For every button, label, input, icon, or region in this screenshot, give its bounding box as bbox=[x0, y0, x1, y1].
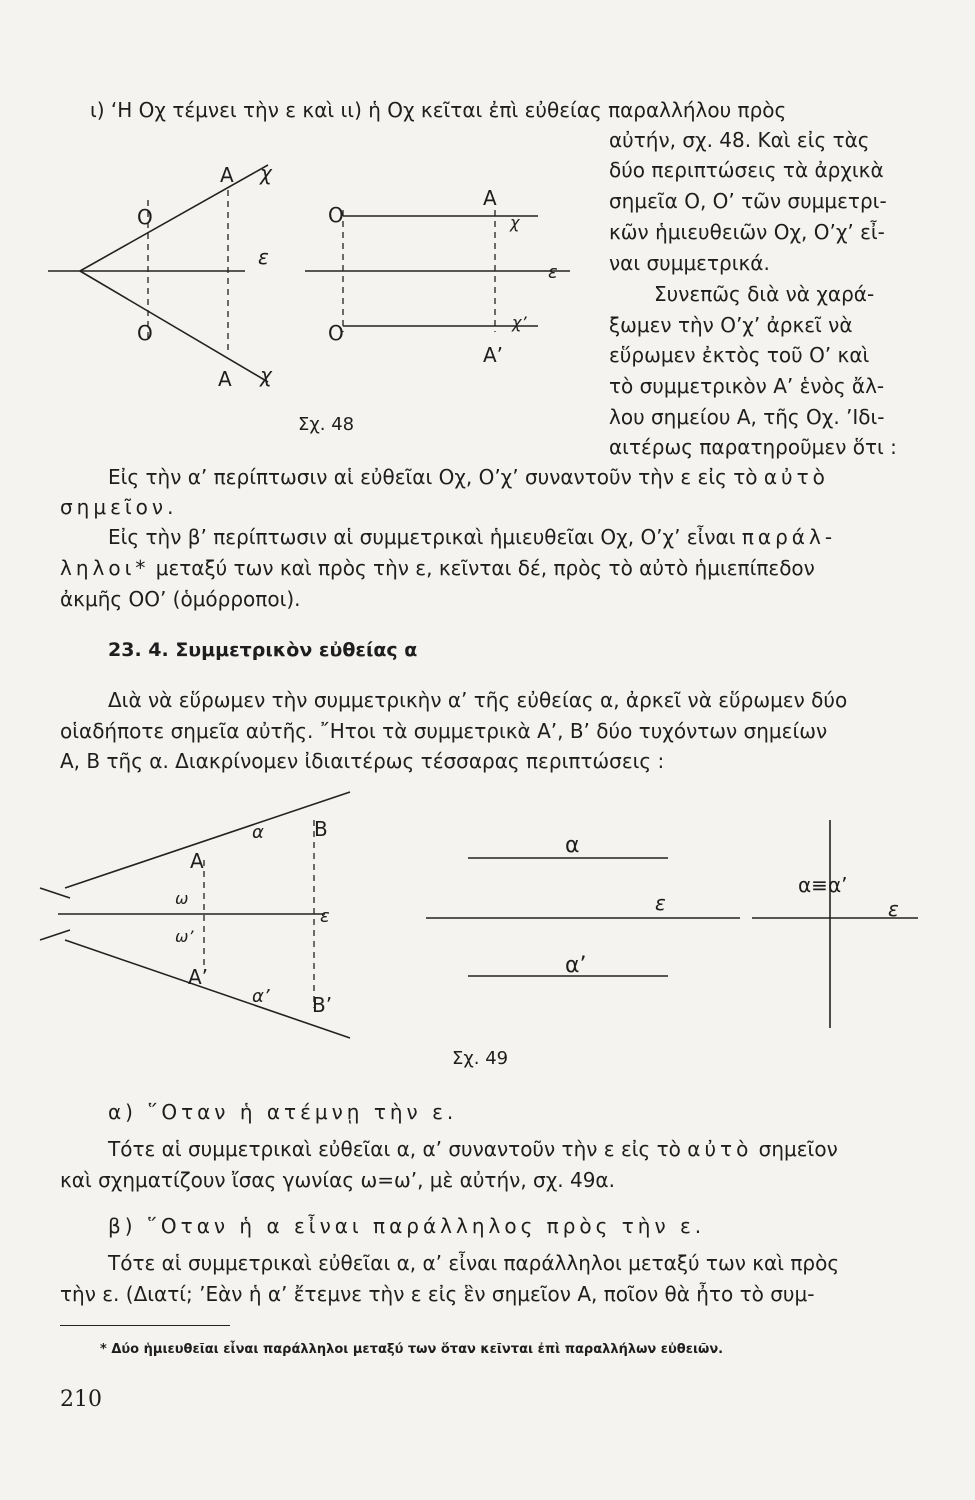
case-a-line1 bbox=[108, 1134, 838, 1164]
case-a-label: α) ῞Οταν ἡ ατέμνῃ τὴν ε. bbox=[108, 1100, 458, 1124]
fig49-label-alpha2: α’ bbox=[252, 986, 270, 1007]
case-a-emph: αὐτὸ bbox=[687, 1137, 753, 1161]
fig48-right-label-O2: Ο bbox=[328, 321, 344, 345]
text-line-r6: Συνεπῶς διὰ νὰ χαρά- bbox=[654, 282, 875, 306]
para3-line2: οἱαδήποτε σημεῖα αὐτῆς. ῎Ητοι τὰ συμμετρικὰ Α’, Β’ δύο τυχόντων σημείων bbox=[60, 719, 828, 743]
footnote: * Δύο ἡμιευθεῖαι εἶναι παράλληλοι μεταξύ των ὅταν κεῖνται ἐπὶ παραλλήλων εὐθειῶν. bbox=[100, 1342, 724, 1357]
para1-emph: αὐτὸ bbox=[763, 465, 829, 489]
fig49-label-A: Α bbox=[190, 849, 204, 873]
para2-emph2: ληλοι* bbox=[60, 556, 150, 580]
text-line-r9: τὸ συμμετρικὸν Α’ ἑνὸς ἄλ- bbox=[609, 374, 885, 398]
case-b-line2: τὴν ε. (Διατί; ’Εὰν ἡ α’ ἔτεμνε τὴν ε εἰς ἓν σημεῖον Α, ποῖον θὰ ἦτο τὸ συμ- bbox=[60, 1282, 815, 1306]
text-line-r8: εὕρωμεν ἐκτὸς τοῦ Ο’ καὶ bbox=[609, 343, 870, 367]
text-line-1: ι) ‘Η Οχ τέμνει τὴν ε καὶ ιι) ἡ Οχ κεῖται ἐπὶ εὐθείας παραλλήλου πρὸς bbox=[90, 98, 787, 122]
fig49-label-omega: ω bbox=[175, 889, 189, 908]
section-heading: 23. 4. Συμμετρικὸν εὐθείας α bbox=[108, 639, 418, 661]
fig49-mid-label-alpha: α bbox=[565, 833, 580, 858]
case-b-label: β) ῞Οταν ἡ α εἶναι παράλληλος πρὸς τὴν ε. bbox=[108, 1214, 706, 1238]
figure-48 bbox=[40, 150, 600, 440]
fig48-right-label-x: χ bbox=[510, 213, 520, 232]
para2-text: Εἰς τὴν β’ περίπτωσιν αἱ συμμετρικαὶ ἡμιευθεῖαι Οχ, Ο’χ’ εἶναι bbox=[108, 525, 736, 549]
fig48-right-label-A: Α bbox=[483, 186, 497, 210]
para1-line2: σημεῖον. bbox=[60, 495, 178, 519]
para1-text: Εἰς τὴν α’ περίπτωσιν αἱ εὐθεῖαι Οχ, Ο’χ’ συναντοῦν τὴν ε εἰς τὸ bbox=[108, 465, 758, 489]
fig48-label-O2: Ο bbox=[137, 321, 153, 345]
fig49-label-B: Β bbox=[314, 817, 328, 841]
text-line-r1: αὐτήν, σχ. 48. Καὶ εἰς τὰς bbox=[609, 128, 870, 152]
fig48-right-label-A2: Α’ bbox=[483, 343, 504, 367]
fig48-label-A2: Α bbox=[218, 367, 232, 391]
fig48-caption: Σχ. 48 bbox=[298, 414, 355, 435]
figure-49 bbox=[40, 780, 940, 1080]
case-a-text: Τότε αἱ συμμετρικαὶ εὐθεῖαι α, α’ συναντοῦν τὴν ε εἰς τὸ bbox=[108, 1137, 681, 1161]
para2-line3: ἀκμῆς ΟΟ’ (ὁμόρροποι). bbox=[60, 587, 301, 611]
para2-text2: μεταξύ των καὶ πρὸς τὴν ε, κεῖνται δέ, πρὸς τὸ αὐτὸ ἡμιεπίπεδον bbox=[155, 556, 815, 580]
fig49-label-eps: ε bbox=[320, 906, 330, 927]
fig49-label-A2: Α’ bbox=[188, 965, 209, 989]
text-line-r7: ξωμεν τὴν Ο’χ’ ἀρκεῖ νὰ bbox=[609, 313, 853, 337]
fig49-mid-label-eps: ε bbox=[655, 891, 666, 915]
para2-emph: παράλ- bbox=[741, 525, 837, 549]
para3-line3: Α, Β τῆς α. Διακρίνομεν ἰδιαιτέρως τέσσαρας περιπτώσεις : bbox=[60, 749, 665, 773]
fig48-right-label-x2: χ’ bbox=[512, 313, 527, 332]
para1-line1 bbox=[108, 462, 829, 492]
fig49-label-omega2: ω’ bbox=[175, 927, 194, 946]
fig48-label-x: χ bbox=[260, 161, 272, 185]
para2-line1 bbox=[108, 522, 836, 552]
case-a-line2: καὶ σχηματίζουν ἴσας γωνίας ω=ω’, μὲ αὐτήν, σχ. 49α. bbox=[60, 1168, 615, 1192]
fig48-right-label-O: Ο bbox=[328, 203, 344, 227]
page-number: 210 bbox=[60, 1387, 102, 1412]
fig49-right-label-eps: ε bbox=[888, 897, 899, 921]
fig48-right-label-eps: ε bbox=[548, 262, 558, 283]
fig48-label-eps: ε bbox=[258, 245, 269, 269]
case-a-text2: σημεῖον bbox=[758, 1137, 838, 1161]
text-line-r5: ναι συμμετρικά. bbox=[609, 251, 770, 275]
fig49-right-label-alpha-eq: α≡α’ bbox=[798, 873, 848, 897]
fig49-label-B2: Β’ bbox=[312, 993, 333, 1017]
fig49-caption: Σχ. 49 bbox=[452, 1048, 509, 1069]
para3-line1: Διὰ νὰ εὕρωμεν τὴν συμμετρικὴν α’ τῆς εὐθείας α, ἀρκεῖ νὰ εὕρωμεν δύο bbox=[108, 688, 848, 712]
fig49-mid-label-alpha2: α’ bbox=[565, 953, 587, 978]
fig48-label-x2: χ bbox=[260, 363, 272, 387]
fig48-label-O: Ο bbox=[137, 205, 153, 229]
text-line-r4: κῶν ἡμιευθειῶν Οχ, Ο’χ’ εἶ- bbox=[609, 220, 885, 244]
case-b-line1: Τότε αἱ συμμετρικαὶ εὐθεῖαι α, α’ εἶναι παράλληλοι μεταξύ των καὶ πρὸς bbox=[108, 1251, 840, 1275]
footnote-rule bbox=[60, 1325, 230, 1326]
text-line-r2: δύο περιπτώσεις τὰ ἀρχικὰ bbox=[609, 158, 884, 182]
text-line-r10: λου σημείου Α, τῆς Οχ. ’Ιδι- bbox=[609, 405, 885, 429]
fig49-label-alpha: α bbox=[252, 822, 264, 843]
text-line-r11: αιτέρως παρατηροῦμεν ὅτι : bbox=[609, 435, 897, 459]
fig48-label-A: Α bbox=[220, 163, 234, 187]
text-line-r3: σημεῖα Ο, Ο’ τῶν συμμετρι- bbox=[609, 189, 887, 213]
para2-line2 bbox=[60, 553, 815, 583]
